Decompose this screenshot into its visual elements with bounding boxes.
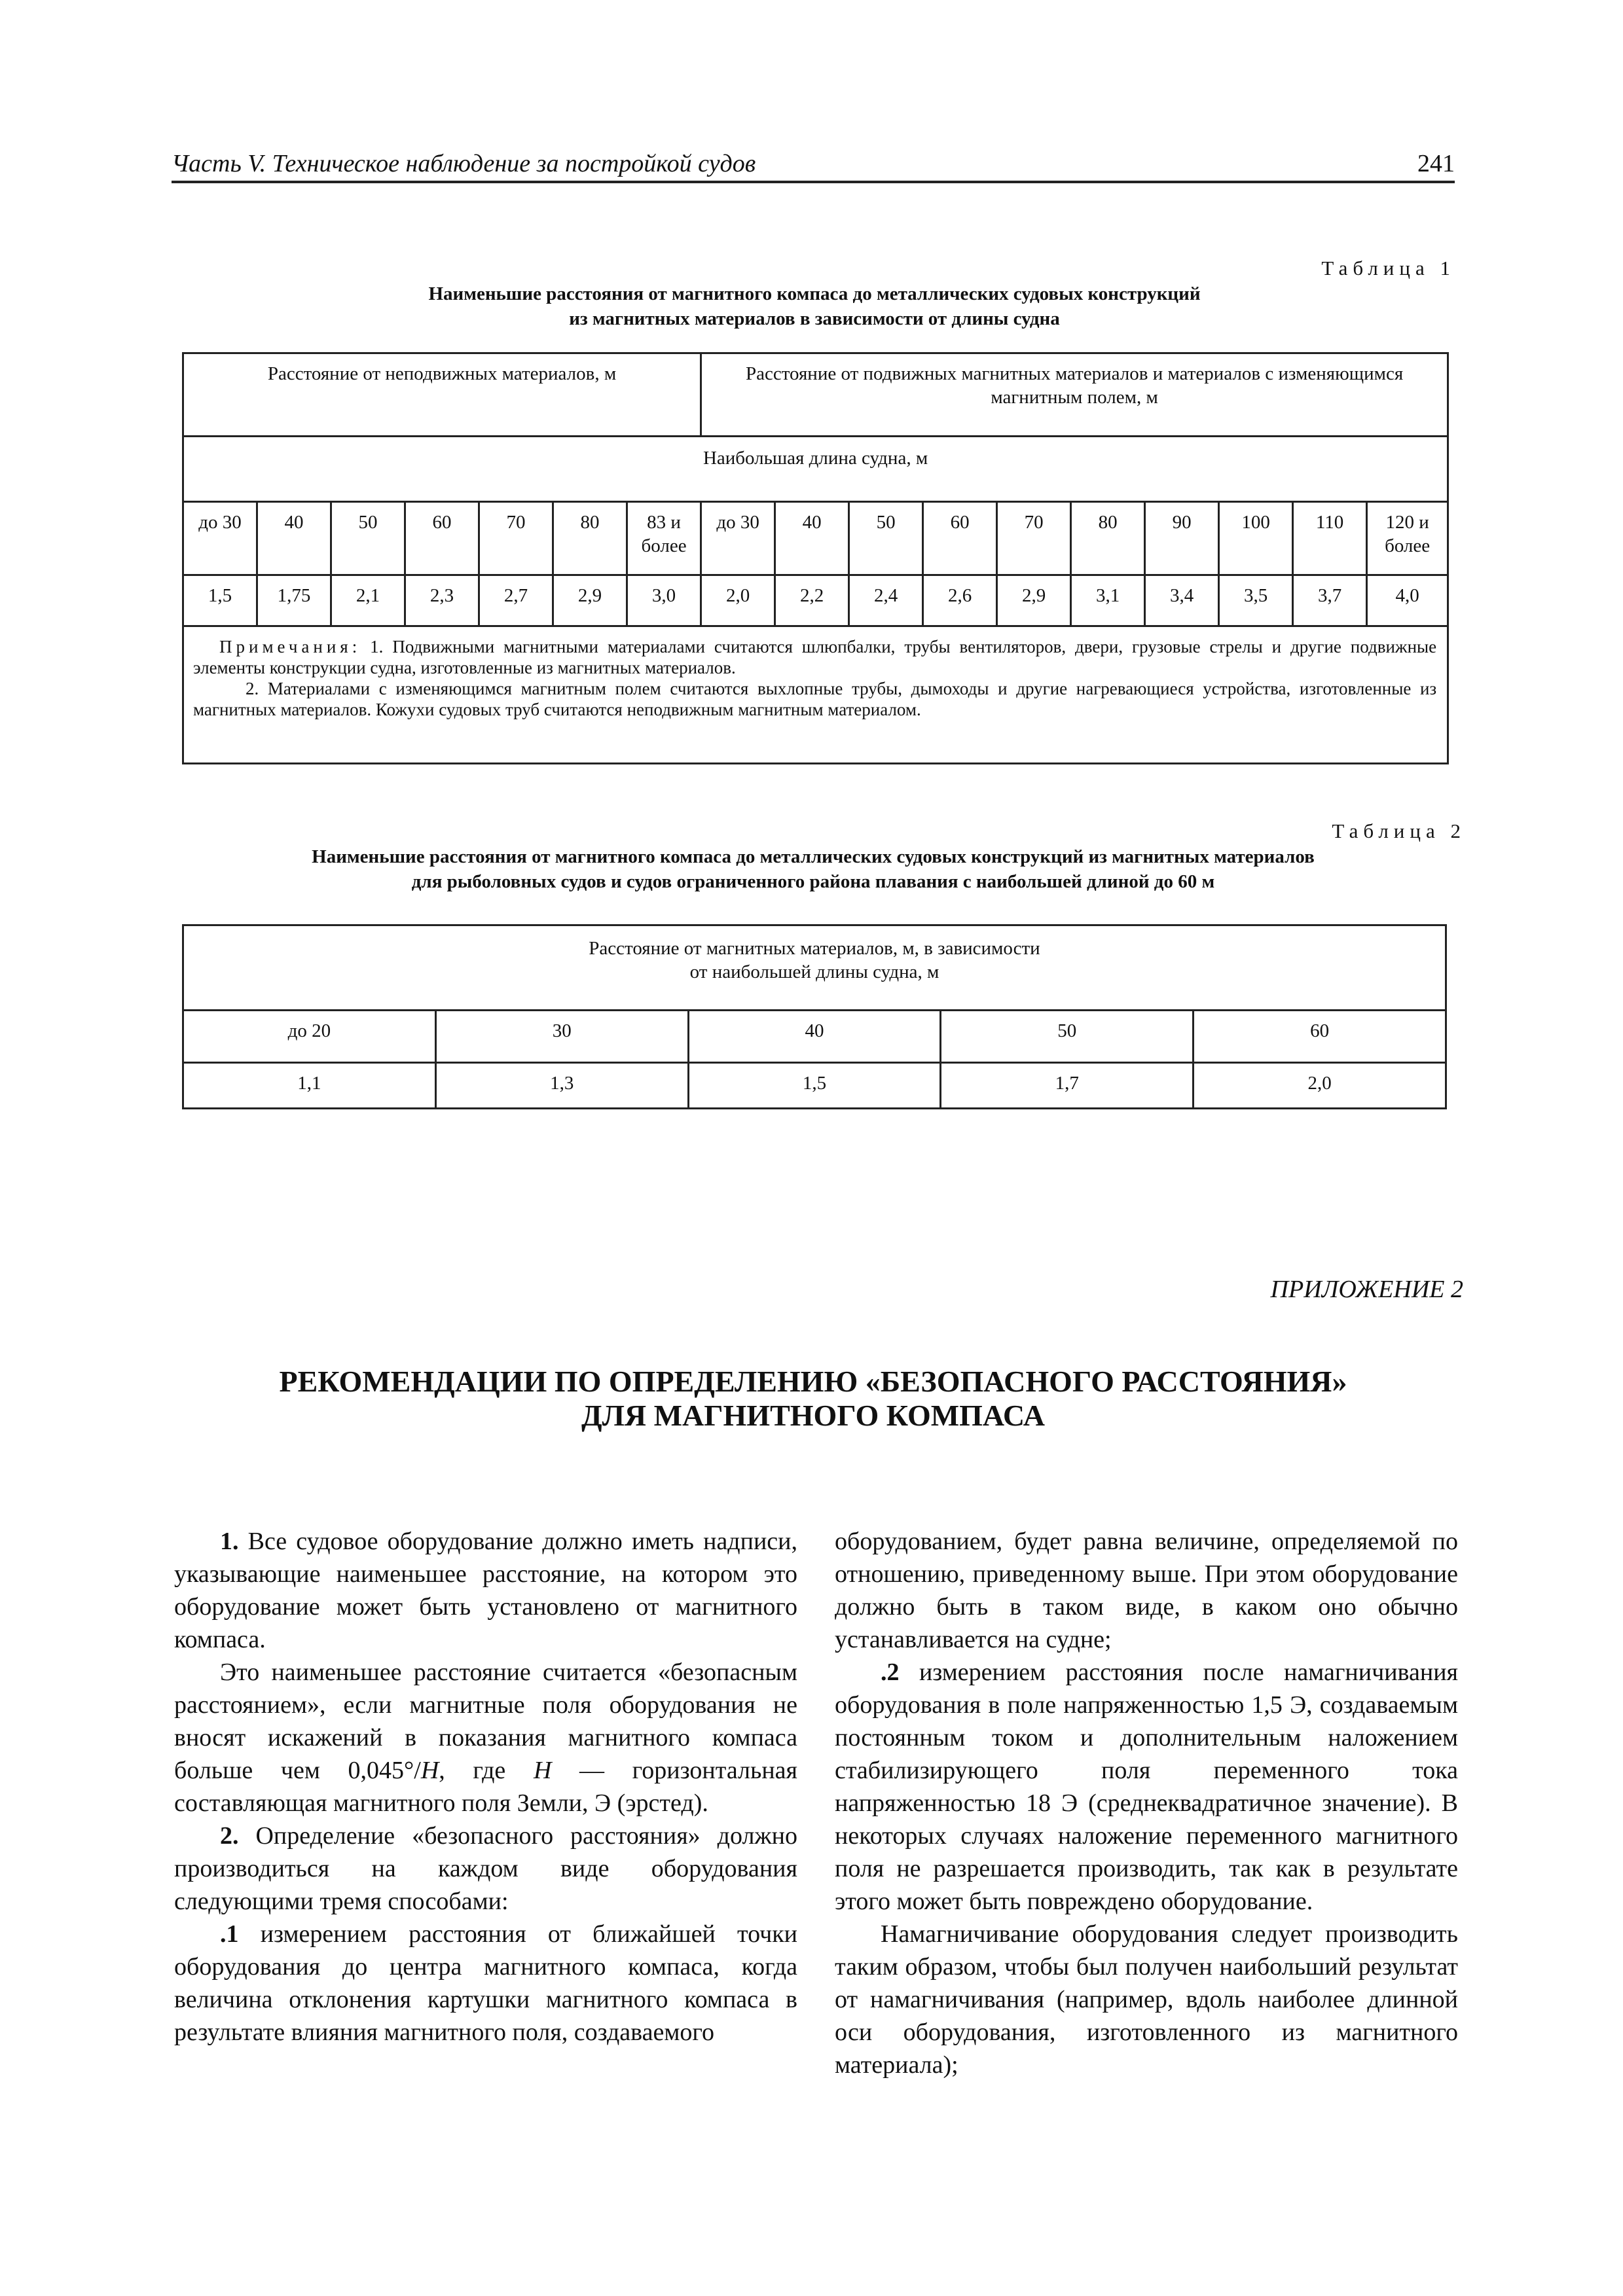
appendix-title-line1: РЕКОМЕНДАЦИИ ПО ОПРЕДЕЛЕНИЮ «БЕЗОПАСНОГО РАССТОЯНИЯ» xyxy=(279,1365,1347,1398)
table2-header-line1: Расстояние от магнитных материалов, м, в зависимости xyxy=(589,938,1040,959)
table1-distance-cell: 2,4 xyxy=(849,575,923,626)
table1-notes xyxy=(183,626,1448,764)
table1-header-moving: Расстояние от подвижных магнитных материалов и материалов с изменяющимся магнитным полем, м xyxy=(701,353,1448,437)
clause-number: 1. xyxy=(220,1528,239,1555)
symbol-h: H xyxy=(533,1757,552,1784)
paragraph-3-text: Определение «безопасного расстояния» должно производиться на каждом виде оборудования следующими тремя способами: xyxy=(174,1822,798,1915)
table2-distance-cell: 1,5 xyxy=(688,1063,941,1109)
table1-lengths-row xyxy=(183,502,1448,575)
paragraph-5-text: измерением расстояния после намагничивания оборудования в поле напряженностью 1,5 Э, создаваемым постоянным током и дополнительным наложением стабилизирующего поля переменного тока напряженностью 18 Э (среднеквадратичное значение). В некоторых случаях наложение переменного магнитного поля не разрешается производить, так как в результате этого может быть повреждено оборудование. xyxy=(835,1659,1459,1915)
table1-length-cell: 80 xyxy=(1071,502,1145,575)
notes-label: Примечания: xyxy=(219,637,361,656)
table1-distance-cell: 2,0 xyxy=(701,575,775,626)
table2-label: Таблица 2 xyxy=(1332,819,1466,842)
table1-length-cell: 50 xyxy=(849,502,923,575)
table1-length-cell: 40 xyxy=(775,502,849,575)
table2-caption xyxy=(172,844,1455,894)
table1-distance-cell: 3,7 xyxy=(1293,575,1367,626)
table1-length-cell: 40 xyxy=(257,502,331,575)
table2-length-cell: 60 xyxy=(1194,1011,1446,1063)
table1-caption-line1: Наименьшие расстояния от магнитного компаса до металлических судовых конструкций xyxy=(428,283,1201,304)
table2-header-line2: от наибольшей длины судна, м xyxy=(689,961,939,982)
table2-distance-cell: 1,1 xyxy=(183,1063,436,1109)
table1-length-cell: 90 xyxy=(1145,502,1219,575)
table1-distances-row xyxy=(183,575,1448,626)
table1-length-cell: 83 и более xyxy=(627,502,701,575)
table1-length-cell: до 30 xyxy=(701,502,775,575)
paragraph-6: Намагничивание оборудования следует производить таким образом, чтобы был получен наибольший результат от намагничивания (например, вдоль наиболее длинной оси оборудования, изготовленного из магнитного материала); xyxy=(835,1920,1458,2079)
table1-distance-cell: 2,7 xyxy=(479,575,553,626)
paragraph-2-text-b: , где xyxy=(439,1757,534,1784)
page-number: 241 xyxy=(1417,150,1455,177)
table1-distance-cell: 2,1 xyxy=(331,575,405,626)
note-1: 1. Подвижными магнитными материалами считаются шлюпбалки, трубы вентиляторов, двери, грузовые стрелы и другие подвижные элементы конструкции судна, изготовленные из магнитных материалов. xyxy=(193,637,1437,677)
note-2: 2. Материалами с изменяющимся магнитным полем считаются выхлопные трубы, дымоходы и другие нагревающиеся устройства, изготовленные из магнитных материалов. Кожухи судовых труб считаются неподвижным магнитным материалом. xyxy=(193,679,1437,719)
appendix-title xyxy=(172,1365,1455,1433)
table2-caption-line1: Наименьшие расстояния от магнитного компаса до металлических судовых конструкций из магнитных материалов xyxy=(312,846,1315,867)
running-header xyxy=(172,143,1455,183)
paragraph-1-text: Все судовое оборудование должно иметь надписи, указывающие наименьшее расстояние, на котором это оборудование может быть установлено от магнитного компаса. xyxy=(174,1528,797,1653)
paragraph-4-text: измерением расстояния от ближайшей точки оборудования до центра магнитного компаса, когда величина отклонения картушки магнитного компаса в результате влияния магнитного поля, создаваемого xyxy=(174,1920,798,2046)
table1-header-fixed: Расстояние от неподвижных материалов, м xyxy=(183,353,701,437)
table1-distance-cell: 2,9 xyxy=(553,575,627,626)
paragraph-3 xyxy=(174,1820,797,1918)
table1-distance-cell: 2,2 xyxy=(775,575,849,626)
paragraph-2-text-a: Это наименьшее расстояние считается «безопасным расстоянием», если магнитные поля оборудования не вносят искажений в показания магнитного компаса больше чем 0,045°/ xyxy=(174,1659,797,1784)
symbol-h: H xyxy=(420,1757,439,1784)
table1-length-cell: 120 и более xyxy=(1367,502,1448,575)
body-column-right xyxy=(835,1525,1458,2081)
table1-distance-cell: 4,0 xyxy=(1367,575,1448,626)
table1-length-cell: 50 xyxy=(331,502,405,575)
appendix-title-line2: ДЛЯ МАГНИТНОГО КОМПАСА xyxy=(581,1399,1045,1432)
table2-length-cell: 50 xyxy=(941,1011,1194,1063)
paragraph-2 xyxy=(174,1656,797,1820)
table1-caption xyxy=(182,281,1447,331)
clause-number: 2. xyxy=(220,1822,239,1850)
paragraph-4-continued: оборудованием, будет равна величине, определяемой по отношению, приведенному выше. При этом оборудование должно быть в таком виде, в каком оно обычно устанавливается на судне; xyxy=(835,1528,1458,1653)
clause-number: .1 xyxy=(220,1920,239,1948)
table1-label: Таблица 1 xyxy=(1321,257,1455,279)
table2 xyxy=(182,924,1447,1109)
table1-length-header: Наибольшая длина судна, м xyxy=(183,437,1448,502)
appendix-label: ПРИЛОЖЕНИЕ 2 xyxy=(1270,1276,1463,1303)
table2-lengths-row xyxy=(183,1011,1446,1063)
table2-header xyxy=(183,925,1446,1011)
table1-distance-cell: 3,0 xyxy=(627,575,701,626)
table2-distance-cell: 1,7 xyxy=(941,1063,1194,1109)
paragraph-5 xyxy=(835,1656,1458,1918)
section-title: Часть V. Техническое наблюдение за постройкой судов xyxy=(172,150,756,177)
table1-length-cell: 70 xyxy=(997,502,1071,575)
table1 xyxy=(182,352,1449,764)
table2-distances-row xyxy=(183,1063,1446,1109)
table1-caption-line2: из магнитных материалов в зависимости от длины судна xyxy=(569,308,1060,329)
table1-distance-cell: 3,1 xyxy=(1071,575,1145,626)
table2-distance-cell: 1,3 xyxy=(435,1063,688,1109)
clause-number: .2 xyxy=(881,1659,900,1686)
paragraph-1 xyxy=(174,1525,797,1656)
paragraph-4 xyxy=(174,1918,797,2049)
table1-distance-cell: 2,6 xyxy=(923,575,997,626)
table1-distance-cell: 1,5 xyxy=(183,575,257,626)
table1-distance-cell: 2,9 xyxy=(997,575,1071,626)
table2-length-cell: 40 xyxy=(688,1011,941,1063)
table1-length-cell: 70 xyxy=(479,502,553,575)
table2-distance-cell: 2,0 xyxy=(1194,1063,1446,1109)
table1-length-cell: 60 xyxy=(405,502,479,575)
table1-length-cell: 110 xyxy=(1293,502,1367,575)
table1-length-cell: 100 xyxy=(1219,502,1293,575)
paragraph-2-text-c: — горизонтальная составляющая магнитного поля Земли, Э (эрстед). xyxy=(174,1757,798,1817)
body-column-left xyxy=(174,1525,797,2049)
table1-length-cell: 80 xyxy=(553,502,627,575)
table1-length-cell: 60 xyxy=(923,502,997,575)
table1-distance-cell: 2,3 xyxy=(405,575,479,626)
table2-length-cell: до 20 xyxy=(183,1011,436,1063)
table2-length-cell: 30 xyxy=(435,1011,688,1063)
table1-distance-cell: 3,4 xyxy=(1145,575,1219,626)
table1-distance-cell: 3,5 xyxy=(1219,575,1293,626)
table2-caption-line2: для рыболовных судов и судов ограниченного района плавания с наибольшей длиной до 60 м xyxy=(411,871,1215,892)
table1-length-cell: до 30 xyxy=(183,502,257,575)
table1-distance-cell: 1,75 xyxy=(257,575,331,626)
